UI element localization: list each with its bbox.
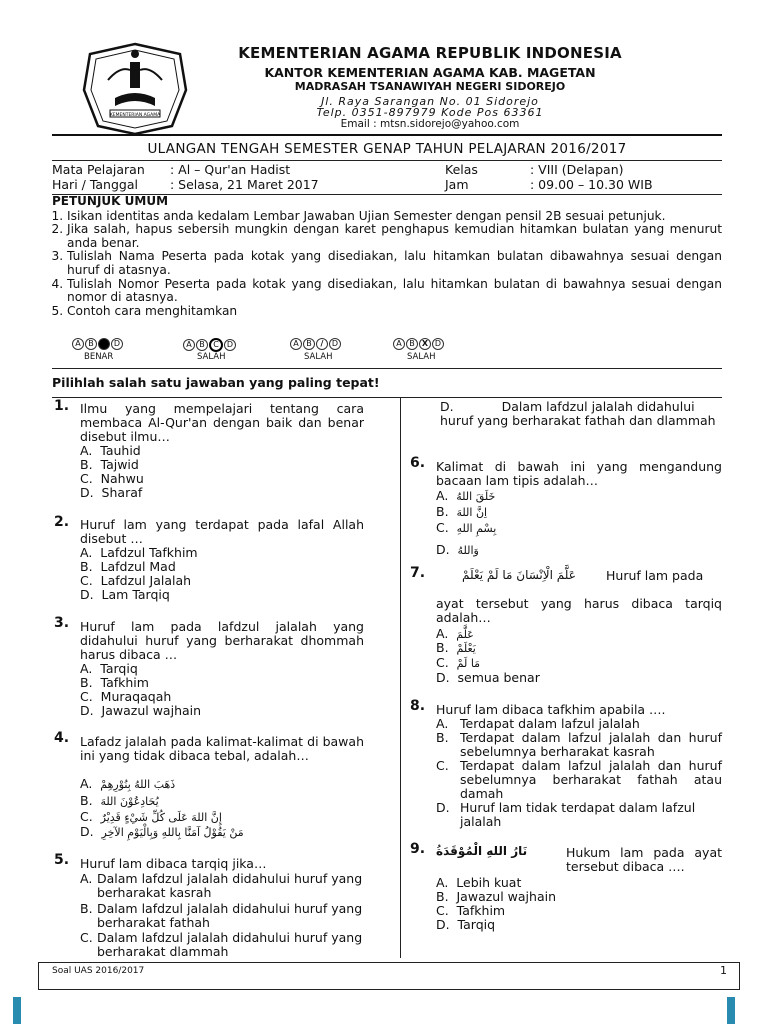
option-b[interactable]: B. اِنَّ اللهَ: [436, 504, 488, 519]
scan-marker-left: [13, 997, 21, 1024]
option-text: Lam Tarqiq: [101, 587, 170, 602]
option-text: Tarqiq: [100, 661, 138, 676]
option-c[interactable]: C. Dalam lafdzul jalalah didahului huruf yang berharakat dlammah: [80, 930, 363, 959]
question-number: 7.: [410, 565, 426, 581]
option-c[interactable]: C. Nahwu: [80, 471, 144, 486]
title-divider: [52, 160, 722, 161]
question-number: 4.: [54, 730, 70, 746]
option-text: Dalam lafdzul jalalah didahului huruf yang berharakat fathah dan dlammah: [440, 399, 716, 428]
option-text: Jawazul wajhain: [456, 889, 556, 904]
example-label: SALAH: [304, 352, 333, 362]
option-d[interactable]: D. Tarqiq: [436, 917, 496, 932]
question-number: 2.: [54, 514, 70, 530]
option-text: مَا لَمْ: [456, 657, 481, 670]
option-text: Lafdzul Tafkhim: [100, 545, 198, 560]
example-label: SALAH: [407, 352, 436, 362]
question-text-inner: Hukum lam pada ayat tersebut dibaca ….: [566, 845, 722, 874]
question-number: 1.: [54, 398, 70, 414]
option-c[interactable]: C. إِنَّ اللهَ عَلَى كُلِّ شَيْءٍ قَدِيْرٌ: [80, 809, 222, 824]
question-number: 9.: [410, 841, 426, 857]
option-b[interactable]: B. يُحَادِعُوْنَ اللهَ: [80, 793, 159, 808]
option-b[interactable]: B. Tajwid: [80, 457, 139, 472]
instruction-item: 2. Jika salah, hapus sebersih mungkin dengan karet penghapus kemudian hitamkan bulatan yang menurut anda benar.: [67, 223, 722, 250]
office-title: KANTOR KEMENTERIAN AGAMA KAB. MAGETAN: [264, 65, 596, 80]
instruction-item: 3. Tulislah Nama Peserta pada kotak yang disediakan, lalu hitamkan bulatan dibawahnya sesuai dengan huruf di atasnya.: [67, 250, 722, 277]
option-text: مَنْ يَقُوْلُ آمَنَّا بِاللهِ وَبِالْيَوْمِ الآخِرِ: [101, 826, 244, 839]
date-value: : Selasa, 21 Maret 2017: [170, 177, 319, 192]
scan-marker-right: [727, 997, 735, 1024]
option-text: Jawazul wajhain: [101, 703, 202, 718]
question-text: Lafadz jalalah pada kalimat-kalimat di bawah ini yang tidak dibaca tebal, adalah…: [80, 734, 364, 763]
option-text: Lafdzul Jalalah: [100, 573, 192, 588]
option-a[interactable]: A. ذَهَبَ اللهُ بِنُوْرِهِمْ: [80, 776, 176, 791]
instructions-divider: [52, 368, 722, 369]
option-c[interactable]: C. Muraqaqah: [80, 689, 172, 704]
option-text: Lebih kuat: [456, 875, 522, 890]
question-text-cont: ayat tersebut yang harus dibaca tarqiq adalah…: [436, 596, 722, 625]
option-c[interactable]: C. بِسْمِ اللهِ: [436, 520, 497, 535]
question-text: Kalimat di bawah ini yang mengandung bacaan lam tipis adalah…: [436, 459, 722, 488]
option-text: Dalam lafdzul jalalah didahului huruf yang berharakat fathah: [97, 901, 363, 930]
verse-text: نَارُ اللهِ الْمُوْقَدَةُ: [436, 844, 528, 858]
option-text: Tajwid: [100, 457, 139, 472]
option-text: Dalam lafdzul jalalah didahului huruf yang berharakat kasrah: [97, 871, 363, 900]
subject-value: : Al – Qur'an Hadist: [170, 162, 291, 177]
class-value: : VIII (Delapan): [530, 162, 624, 177]
time-value: : 09.00 – 10.30 WIB: [530, 177, 653, 192]
option-c[interactable]: C. Terdapat dalam lafzul jalalah dan huruf sebelumnya berharakat fathah atau damah: [436, 758, 722, 801]
question-number: 8.: [410, 698, 426, 714]
question-text: Huruf lam pada: [606, 568, 704, 583]
option-text: Huruf lam tidak terdapat dalam lafzul jalalah: [460, 800, 696, 829]
option-text: إِنَّ اللهَ عَلَى كُلِّ شَيْءٍ قَدِيْرٌ: [100, 811, 222, 824]
option-d[interactable]: D. Sharaf: [80, 485, 143, 500]
instruction-item: 4. Tulislah Nomor Peserta pada kotak yang disediakan, lalu hitamkan bulatan di bawahnya sesuai dengan nomor di atasnya.: [67, 278, 722, 305]
option-text: Dalam lafdzul jalalah didahului huruf yang berharakat dlammah: [97, 930, 363, 959]
option-text: semua benar: [457, 670, 540, 685]
option-text: Terdapat dalam lafzul jalalah dan huruf sebelumnya berharakat fathah atau damah: [460, 758, 722, 801]
option-a[interactable]: A. Lafdzul Tafkhim: [80, 545, 198, 560]
option-text: Tauhid: [100, 443, 141, 458]
option-text: بِسْمِ اللهِ: [456, 522, 497, 535]
option-d[interactable]: D. Jawazul wajhain: [80, 703, 202, 718]
option-a[interactable]: A. Dalam lafdzul jalalah didahului huruf yang berharakat kasrah: [80, 871, 363, 900]
footer-label: Soal UAS 2016/2017: [52, 966, 145, 976]
option-text: يُحَادِعُوْنَ اللهَ: [100, 795, 159, 808]
logo-text: KEMENTERIAN AGAMA: [109, 113, 161, 118]
option-c[interactable]: C. Tafkhim: [436, 903, 506, 918]
option-c[interactable]: C. Lafdzul Jalalah: [80, 573, 192, 588]
option-text: Nahwu: [100, 471, 144, 486]
option-d[interactable]: D. semua benar: [436, 670, 540, 685]
option-text: خَلَقَ اللهُ: [456, 490, 496, 503]
option-b[interactable]: B. Lafdzul Mad: [80, 559, 176, 574]
question-text: [566, 846, 722, 874]
option-b[interactable]: B. Jawazul wajhain: [436, 889, 556, 904]
example-label: SALAH: [197, 352, 226, 362]
header-divider: [52, 134, 722, 136]
question-text: Huruf lam yang terdapat pada lafal Allah disebut …: [80, 517, 364, 546]
option-text: عَلَّمَ: [456, 628, 474, 641]
example-wrong-2: A B / D SALAH: [290, 338, 342, 350]
example-wrong-3: A B X D SALAH: [393, 338, 445, 350]
example-wrong-1: A B C D SALAH: [183, 338, 237, 352]
option-text: يَعْلَمْ: [456, 642, 476, 655]
question-text: Huruf lam dibaca tafkhim apabila ….: [436, 702, 666, 717]
option-text: Tafkhim: [456, 903, 506, 918]
option-d[interactable]: D. Huruf lam tidak terdapat dalam lafzul jalalah: [436, 801, 722, 829]
option-text: Tafkhim: [100, 675, 149, 690]
option-b[interactable]: B. Dalam lafdzul jalalah didahului huruf yang berharakat fathah: [80, 901, 363, 930]
option-text: Tarqiq: [457, 917, 496, 932]
question-text: Ilmu yang mempelajari tentang cara membaca Al-Qur'an dengan baik dan benar disebut ilmu…: [80, 401, 364, 444]
instructions: [52, 195, 722, 318]
option-a[interactable]: A. Lebih kuat: [436, 875, 522, 890]
questions-top-divider: [52, 397, 722, 398]
option-text: Lafdzul Mad: [100, 559, 176, 574]
option-d[interactable]: D. Dalam lafdzul jalalah didahului huruf yang berharakat fathah dan dlammah: [440, 399, 716, 428]
school-email: Email : mtsn.sidorejo@yahoo.com: [340, 118, 520, 130]
question-text: Huruf lam pada lafdzul jalalah yang didahului huruf yang berharakat dhommah harus dibaca …: [80, 619, 364, 662]
school-address: Jl. Raya Sarangan No. 01 Sidorejo: [321, 95, 539, 108]
question-number: 5.: [54, 852, 70, 868]
subject-label: Mata Pelajaran: [52, 162, 145, 177]
option-text: Terdapat dalam lafzul jalalah: [460, 716, 640, 731]
option-text: Sharaf: [101, 485, 143, 500]
date-label: Hari / Tanggal: [52, 177, 138, 192]
option-d[interactable]: D. وَاللهُ: [436, 542, 479, 557]
option-text: Muraqaqah: [100, 689, 172, 704]
option-b[interactable]: B. Tafkhim: [80, 675, 149, 690]
instructions-heading: PETUNJUK UMUM: [52, 194, 169, 208]
option-a[interactable]: A. خَلَقَ اللهُ: [436, 488, 496, 503]
option-d[interactable]: D. Lam Tarqiq: [80, 587, 170, 602]
class-label: Kelas: [445, 162, 478, 177]
option-text: Terdapat dalam lafzul jalalah dan huruf sebelumnya berharakat kasrah: [460, 730, 722, 759]
example-label: BENAR: [84, 352, 114, 362]
question-number: 6.: [410, 455, 426, 471]
option-a[interactable]: A. عَلَّمَ: [436, 626, 474, 641]
question-number: 3.: [54, 615, 70, 631]
instruction-item: 5. Contoh cara menghitamkan: [67, 305, 722, 319]
lead-instruction: Pilihlah salah satu jawaban yang paling tepat!: [52, 375, 380, 390]
option-c[interactable]: C. مَا لَمْ: [436, 655, 481, 670]
exam-title: ULANGAN TENGAH SEMESTER GENAP TAHUN PELAJARAN 2016/2017: [147, 141, 627, 157]
option-text: وَاللهُ: [457, 544, 479, 557]
option-a[interactable]: A. Tarqiq: [80, 661, 138, 676]
option-a[interactable]: A. Terdapat dalam lafzul jalalah: [436, 717, 722, 731]
instruction-item: 1. Isikan identitas anda kedalam Lembar Jawaban Ujian Semester dengan pensil 2B sesuai petunjuk.: [67, 210, 722, 224]
option-b[interactable]: B. يَعْلَمْ: [436, 640, 476, 655]
page-number: 1: [720, 964, 727, 977]
ministry-title: KEMENTERIAN AGAMA REPUBLIK INDONESIA: [238, 44, 622, 62]
option-a[interactable]: A. Tauhid: [80, 443, 141, 458]
column-divider: [400, 398, 401, 958]
school-title: MADRASAH TSANAWIYAH NEGERI SIDOREJO: [294, 80, 566, 93]
verse-text: عَلَّمَ الْاِنْسَانَ مَا لَمْ يَعْلَمْ: [462, 568, 576, 582]
time-label: Jam: [445, 177, 469, 192]
example-correct: A B C D BENAR: [72, 338, 124, 350]
option-d[interactable]: D. مَنْ يَقُوْلُ آمَنَّا بِاللهِ وَبِالْيَوْمِ الآخِرِ: [80, 824, 244, 839]
option-text: ذَهَبَ اللهُ بِنُوْرِهِمْ: [100, 778, 176, 791]
option-b[interactable]: B. Terdapat dalam lafzul jalalah dan huruf sebelumnya berharakat kasrah: [436, 730, 722, 759]
question-text: Huruf lam dibaca tarqiq jika…: [80, 856, 267, 871]
option-text: اِنَّ اللهَ: [456, 506, 488, 519]
school-phone: Telp. 0351-897979 Kode Pos 63361: [316, 106, 544, 119]
